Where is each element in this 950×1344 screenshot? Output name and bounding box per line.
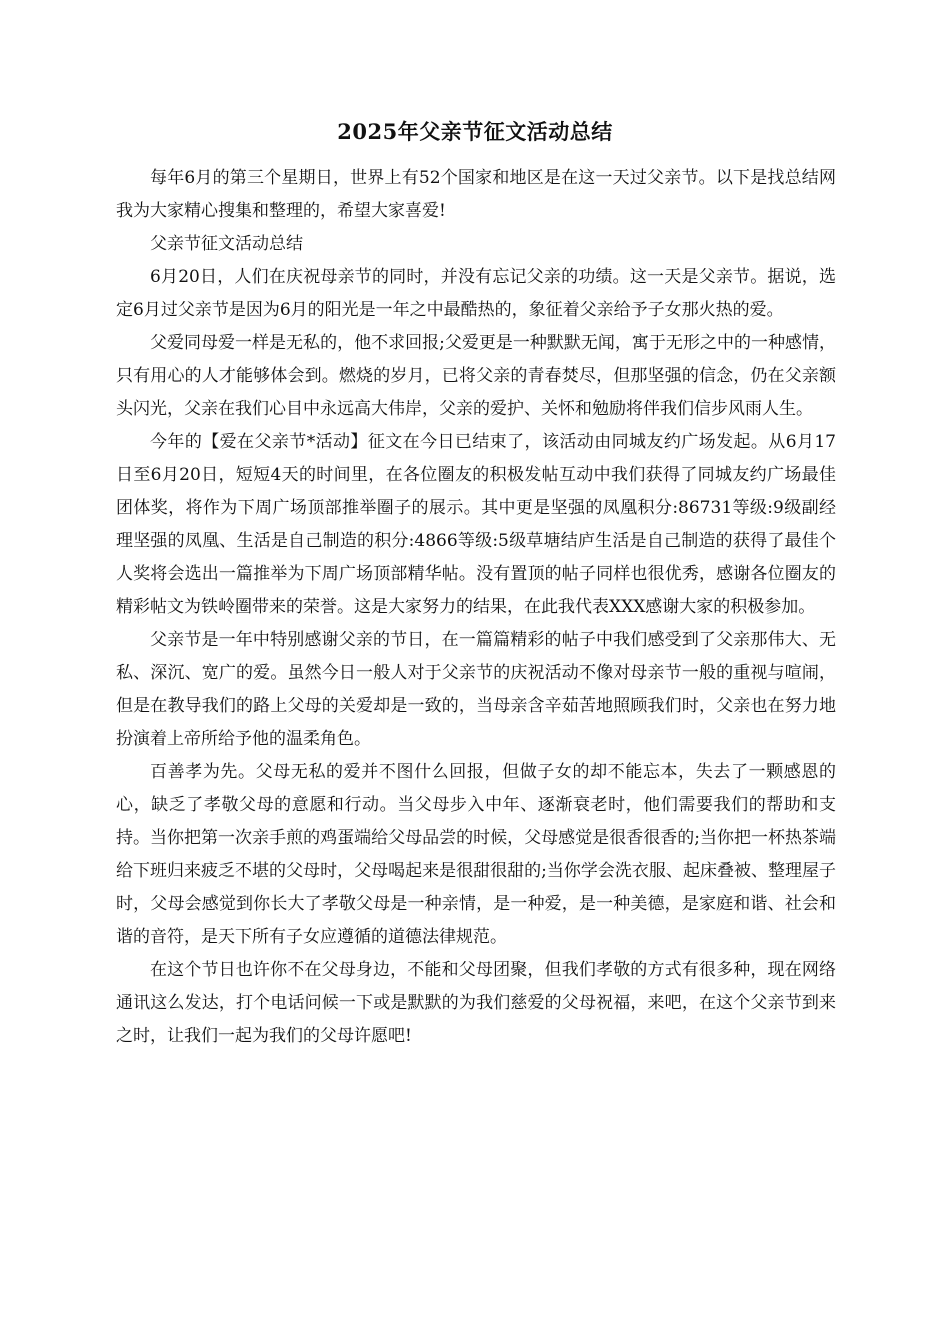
paragraph: 在这个节日也许你不在父母身边，不能和父母团聚，但我们孝敬的方式有很多种，现在网络通讯这么发达，打个电话问候一下或是默默的为我们慈爱的父母祝福，来吧，在这个父亲节到来之时，让我们一起为我们的父母许愿吧! bbox=[116, 960, 836, 1046]
paragraph: 百善孝为先。父母无私的爱并不图什么回报，但做子女的却不能忘本，失去了一颗感恩的心，缺乏了孝敬父母的意愿和行动。当父母步入中年、逐渐衰老时，他们需要我们的帮助和支持。当你把第一次亲手煎的鸡蛋端给父母品尝的时候，父母感觉是很香很香的;当你把一杯热茶端给下班归来疲乏不堪的父母时，父母喝起来是很甜很甜的;当你学会洗衣服、起床叠被、整理屋子时，父母会感觉到你长大了孝敬父母是一种亲情，是一种爱，是一种美德，是家庭和谐、社会和谐的音符，是天下所有子女应遵循的道德法律规范。 bbox=[116, 762, 836, 947]
document-title: 2025年父亲节征文活动总结 bbox=[337, 119, 613, 144]
paragraph-subtitle: 父亲节征文活动总结 bbox=[150, 234, 303, 254]
paragraph-intro: 每年6月的第三个星期日，世界上有52个国家和地区是在这一天过父亲节。以下是找总结网我为大家精心搜集和整理的，希望大家喜爱! bbox=[116, 168, 836, 221]
paragraph: 父爱同母爱一样是无私的，他不求回报;父爱更是一种默默无闻，寓于无形之中的一种感情，只有用心的人才能够体会到。燃烧的岁月，已将父亲的青春焚尽，但那坚强的信念，仍在父亲额头闪光，父亲在我们心目中永远高大伟岸，父亲的爱护、关怀和勉励将伴我们信步风雨人生。 bbox=[116, 333, 836, 419]
paragraph: 6月20日，人们在庆祝母亲节的同时，并没有忘记父亲的功绩。这一天是父亲节。据说，选定6月过父亲节是因为6月的阳光是一年之中最酷热的，象征着父亲给予子女那火热的爱。 bbox=[116, 267, 836, 320]
paragraph: 今年的【爱在父亲节*活动】征文在今日已结束了，该活动由同城友约广场发起。从6月17日至6月20日，短短4天的时间里，在各位圈友的积极发帖互动中我们获得了同城友约广场最佳团体奖，将作为下周广场顶部推举圈子的展示。其中更是坚强的凤凰积分:86731等级:9级副经理坚强的凤凰、生活是自己制造的积分:4866等级:5级草塘结庐生活是自己制造的获得了最佳个人奖将会选出一篇推举为下周广场顶部精华帖。没有置顶的帖子同样也很优秀，感谢各位圈友的精彩帖文为铁岭圈带来的荣誉。这是大家努力的结果，在此我代表XXX感谢大家的积极参加。 bbox=[116, 432, 836, 617]
document-body bbox=[116, 162, 836, 1053]
paragraph: 父亲节是一年中特别感谢父亲的节日，在一篇篇精彩的帖子中我们感受到了父亲那伟大、无私、深沉、宽广的爱。虽然今日一般人对于父亲节的庆祝活动不像对母亲节一般的重视与喧闹，但是在教导我们的路上父母的关爱却是一致的，当母亲含辛茹苦地照顾我们时，父亲也在努力地扮演着上帝所给予他的温柔角色。 bbox=[116, 630, 836, 749]
